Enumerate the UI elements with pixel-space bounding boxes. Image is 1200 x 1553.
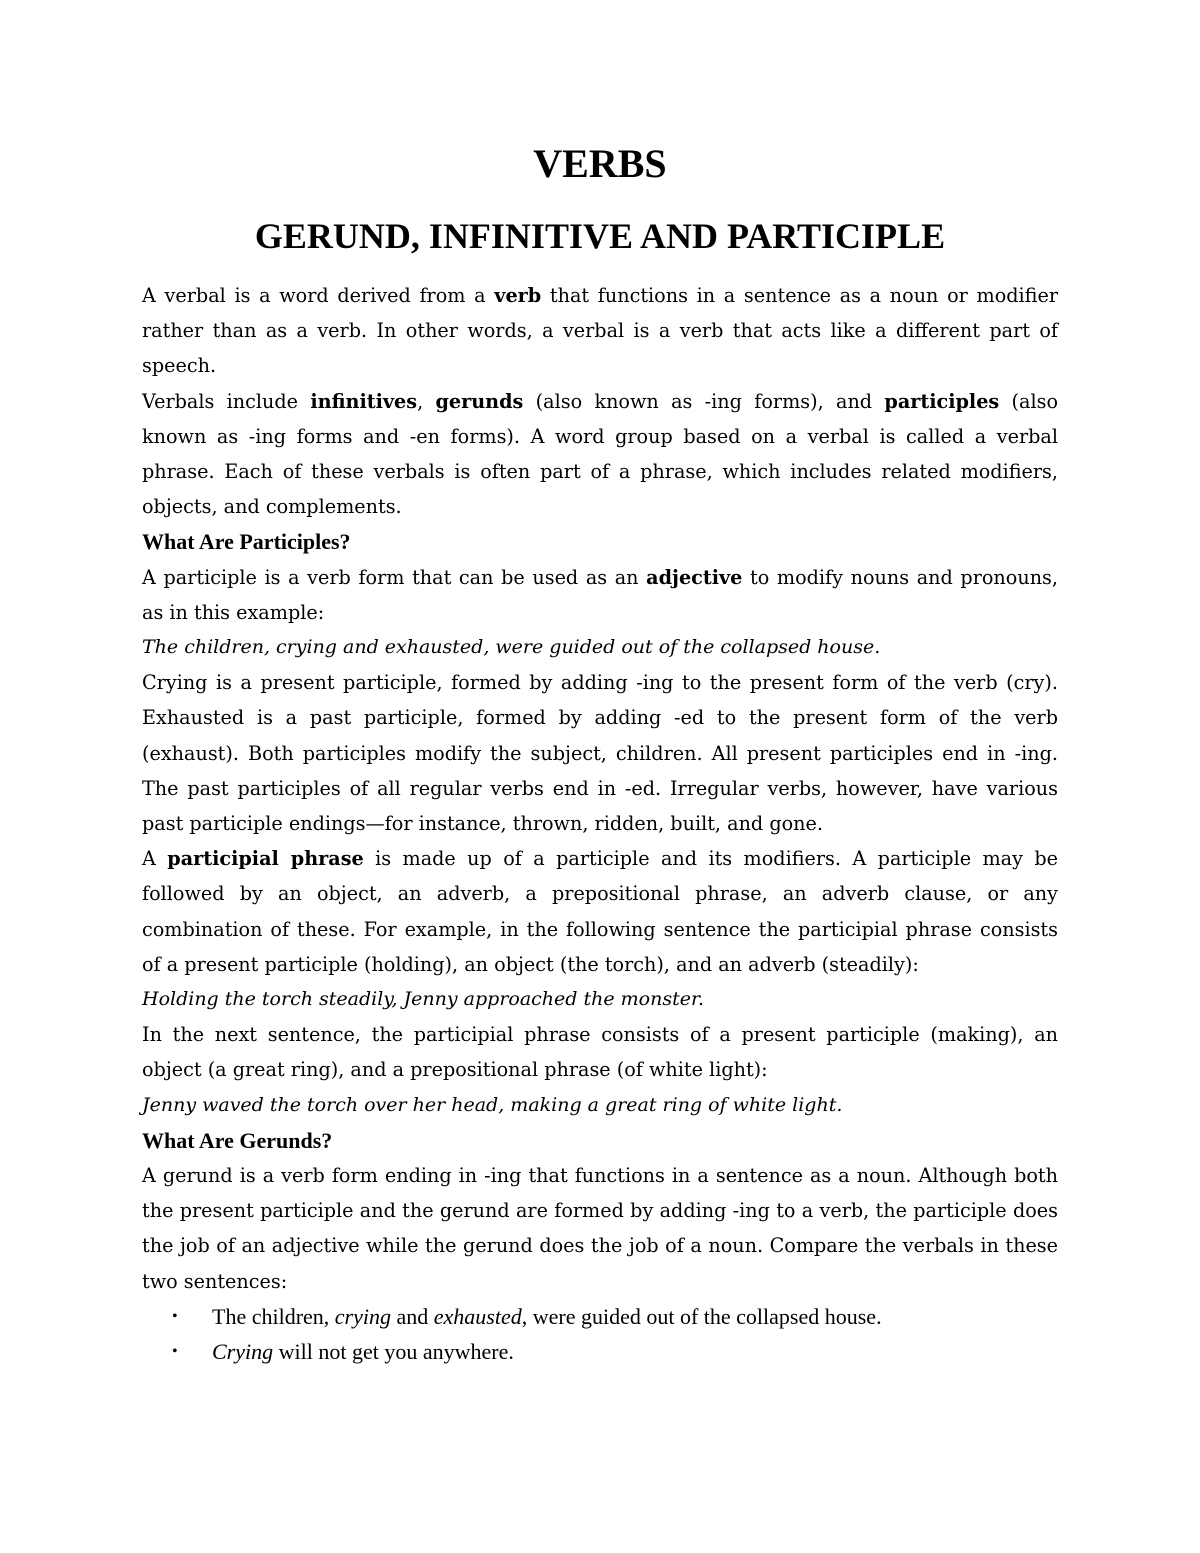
page-subtitle: GERUND, INFINITIVE AND PARTICIPLE	[254, 216, 946, 256]
document-page	[142, 140, 1058, 1369]
gerunds-heading: What Are Gerunds?	[142, 1127, 333, 1153]
gerunds-paragraph-1: A gerund is a verb form ending in -ing that functions in a sentence as a noun. Although both the present participle and the gerund are formed by adding -ing to a verb, the participle does the job of an adjective while the gerund does the job of a noun. Compare the verbals in these two sentences:	[142, 1164, 1058, 1293]
participles-paragraph-2: Crying is a present participle, formed by adding -ing to the present form of the verb (cry). Exhausted is a past participle, formed by adding -ed to the present form of the verb (exhaust). Both participles modify the subject, children. All present participles end in -ing. The past participles of all regular verbs end in -ed. Irregular verbs, however, have various past participle endings—for instance, thrown, ridden, built, and gone.	[142, 671, 1058, 836]
term-infinitives: infinitives	[310, 389, 418, 413]
term-gerunds: gerunds	[435, 389, 524, 413]
participles-heading: What Are Participles?	[142, 529, 351, 555]
participles-paragraph-4: In the next sentence, the participial phrase consists of a present participle (making), an object (a great ring), and a prepositional phrase (of white light):	[142, 1023, 1058, 1082]
page-title: VERBS	[533, 141, 667, 186]
participles-paragraph-1: A participle is a verb form that can be used as an adjective to modify nouns and pronouns, as in this example:	[142, 565, 1058, 624]
intro-paragraph-1: A verbal is a word derived from a verb that functions in a sentence as a noun or modifier rather than as a verb. In other words, a verbal is a verb that acts like a different part of speech.	[142, 284, 1058, 378]
list-item: • Crying will not get you anywhere.	[172, 1334, 1058, 1369]
participles-example-3: Jenny waved the torch over her head, making a great ring of white light.	[142, 1093, 843, 1116]
list-item: • The children, crying and exhausted, were guided out of the collapsed house.	[172, 1299, 1058, 1334]
participles-example-2: Holding the torch steadily, Jenny approached the monster.	[142, 988, 705, 1011]
bullet-icon: •	[172, 1343, 178, 1361]
term-participles: participles	[884, 389, 1000, 413]
gerunds-example-list	[142, 1299, 1058, 1369]
term-adjective: adjective	[646, 565, 743, 589]
term-participial-phrase: participial phrase	[167, 847, 364, 871]
bullet-icon: •	[172, 1307, 178, 1325]
participles-paragraph-3: A participial phrase is made up of a participle and its modifiers. A participle may be followed by an object, an adverb, a prepositional phrase, an adverb clause, or any combination of these. For example, in the following sentence the participial phrase consists of a present participle (holding), an object (the torch), and an adverb (steadily):	[142, 847, 1058, 976]
intro-paragraph-2: Verbals include infinitives, gerunds (also known as -ing forms), and participles (also known as -ing forms and -en forms). A word group based on a verbal is called a verbal phrase. Each of these verbals is often part of a phrase, which includes related modifiers, objects, and complements.	[142, 389, 1058, 519]
participles-example-1: The children, crying and exhausted, were guided out of the collapsed house.	[142, 636, 881, 659]
term-verb: verb	[494, 284, 542, 307]
